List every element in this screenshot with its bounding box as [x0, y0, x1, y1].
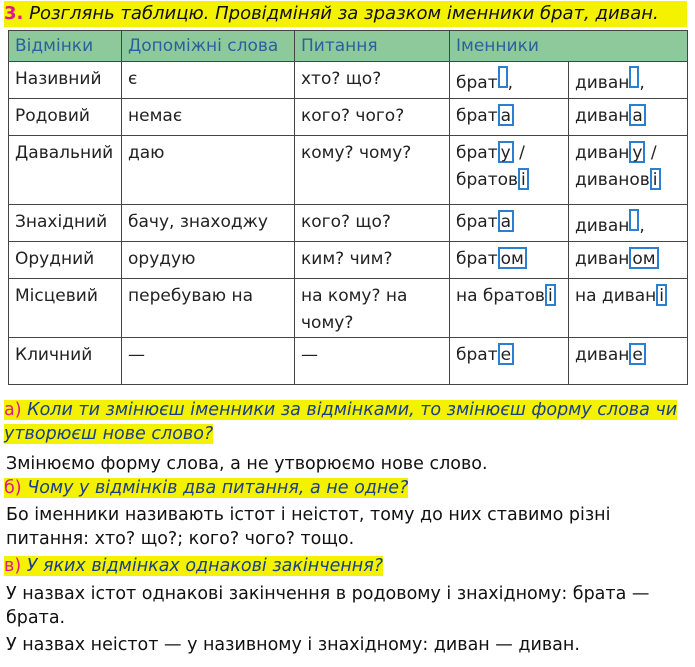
ending-box [498, 66, 508, 88]
question-b-label: б) [4, 478, 22, 498]
ending-box: ом [498, 247, 527, 269]
ending-box: а [498, 104, 514, 126]
question-cell: на кому? на чому? [295, 279, 450, 338]
ending-box: і [650, 168, 661, 190]
helper-word-cell: перебуваю на [122, 279, 295, 338]
question-cell: кого? що? [295, 205, 450, 242]
noun-form-line [575, 246, 681, 273]
noun-dyvan-cell [569, 136, 688, 205]
question-cell: кому? чому? [295, 136, 450, 205]
header-nouns: Іменники [450, 31, 688, 62]
ending-box: а [629, 104, 645, 126]
table-row [9, 62, 688, 99]
noun-dyvan-cell [569, 205, 688, 242]
ending-box [629, 66, 639, 88]
ending-box: а [498, 210, 514, 232]
noun-stem: на диван [575, 286, 657, 306]
question-a-text: Коли ти змінюєш іменники за відмінками, то змінюєш форму слова чи утворюєш нове слово? [4, 400, 678, 444]
ending-box: і [518, 168, 529, 190]
noun-stem: брат [456, 212, 498, 232]
noun-brat-cell [450, 62, 569, 99]
ending-box [629, 209, 639, 231]
noun-form-line [575, 209, 681, 240]
question-c-text: У яких відмінках однакові закінчення? [26, 556, 384, 576]
noun-brat-cell [450, 99, 569, 136]
helper-word-cell: орудую [122, 242, 295, 279]
task-number: 3. [4, 3, 24, 24]
noun-stem: брат [456, 345, 498, 365]
punctuation: / [513, 143, 525, 163]
noun-stem: брат [456, 249, 498, 269]
table-row [9, 136, 688, 205]
answer-b: Бо іменники називають істот і неістот, тому до них ставимо різні питання: хто? що?; кого? чого? тощо. [6, 505, 611, 549]
noun-stem: брат [456, 143, 498, 163]
helper-word-cell: немає [122, 99, 295, 136]
helper-word-cell: — [122, 338, 295, 385]
ending-box: і [545, 284, 556, 306]
noun-form-line [575, 140, 681, 167]
ending-box: е [498, 343, 514, 365]
noun-form-line [456, 342, 562, 369]
punctuation: , [507, 73, 514, 93]
helper-word-cell: даю [122, 136, 295, 205]
noun-stem: диван [575, 73, 630, 93]
noun-stem: диванов [575, 170, 650, 190]
noun-brat-cell [450, 279, 569, 338]
punctuation: / [645, 143, 657, 163]
noun-form-line [575, 283, 681, 310]
punctuation: , [639, 73, 645, 93]
ending-box: е [629, 343, 645, 365]
noun-dyvan-cell [569, 242, 688, 279]
punctuation: , [639, 216, 645, 236]
case-name-cell: Місцевий [9, 279, 122, 338]
table-row [9, 99, 688, 136]
noun-stem: диван [575, 345, 630, 365]
noun-stem: диван [575, 106, 630, 126]
noun-form-line [456, 209, 562, 236]
noun-brat-cell [450, 242, 569, 279]
noun-stem: диван [575, 216, 630, 236]
noun-stem: брат [456, 73, 498, 93]
table-row [9, 242, 688, 279]
task-heading [4, 1, 687, 27]
noun-form-line [575, 342, 681, 369]
answer-c: У назвах істот однакові закінчення в родовому і знахідному: брата — брата. [6, 584, 650, 628]
table-row [9, 205, 688, 242]
noun-form-line [575, 66, 681, 97]
ending-box: і [656, 284, 667, 306]
question-b [4, 476, 408, 500]
noun-form-line [456, 140, 562, 167]
noun-dyvan-cell [569, 279, 688, 338]
noun-dyvan-cell [569, 62, 688, 99]
noun-brat-cell [450, 205, 569, 242]
noun-form-line [575, 167, 681, 194]
case-name-cell: Кличний [9, 338, 122, 385]
ending-box: ом [629, 247, 658, 269]
noun-stem: брат [456, 106, 498, 126]
noun-form-line [456, 66, 562, 97]
header-cases: Відмінки [9, 31, 122, 62]
noun-form-line [456, 246, 562, 273]
case-name-cell: Родовий [9, 99, 122, 136]
table-row [9, 338, 688, 385]
noun-form-line [575, 103, 681, 130]
header-question: Питання [295, 31, 450, 62]
noun-stem: диван [575, 249, 630, 269]
table-row [9, 279, 688, 338]
case-name-cell: Орудний [9, 242, 122, 279]
noun-form-line [456, 103, 562, 130]
noun-dyvan-cell [569, 338, 688, 385]
noun-form-line [456, 167, 562, 194]
header-helper-words: Допоміжні слова [122, 31, 295, 62]
answer-c-2: У назвах неістот — у називному і знахідному: диван — диван. [6, 635, 580, 655]
question-cell: хто? що? [295, 62, 450, 99]
noun-brat-cell [450, 136, 569, 205]
helper-word-cell: бачу, знаходжу [122, 205, 295, 242]
ending-box: у [629, 141, 645, 163]
noun-stem: на братов [456, 286, 545, 306]
case-name-cell: Давальний [9, 136, 122, 205]
noun-form-line [456, 283, 562, 310]
case-name-cell: Називний [9, 62, 122, 99]
question-cell: ким? чим? [295, 242, 450, 279]
question-b-text: Чому у відмінків два питання, а не одне? [27, 478, 409, 498]
ending-box: у [498, 141, 514, 163]
noun-stem: братов [456, 170, 519, 190]
question-cell: кого? чого? [295, 99, 450, 136]
noun-dyvan-cell [569, 99, 688, 136]
question-a-label: а) [4, 400, 22, 420]
task-text: Розглянь таблицю. Провідміняй за зразком іменники брат, диван. [29, 3, 659, 24]
helper-word-cell: є [122, 62, 295, 99]
noun-stem: диван [575, 143, 630, 163]
question-c [4, 554, 383, 578]
question-a [4, 398, 688, 446]
declension-table [8, 30, 688, 385]
question-cell: — [295, 338, 450, 385]
question-c-label: в) [4, 556, 22, 576]
answer-a: Змінюємо форму слова, а не утворюємо нове слово. [6, 454, 488, 474]
case-name-cell: Знахідний [9, 205, 122, 242]
noun-brat-cell [450, 338, 569, 385]
